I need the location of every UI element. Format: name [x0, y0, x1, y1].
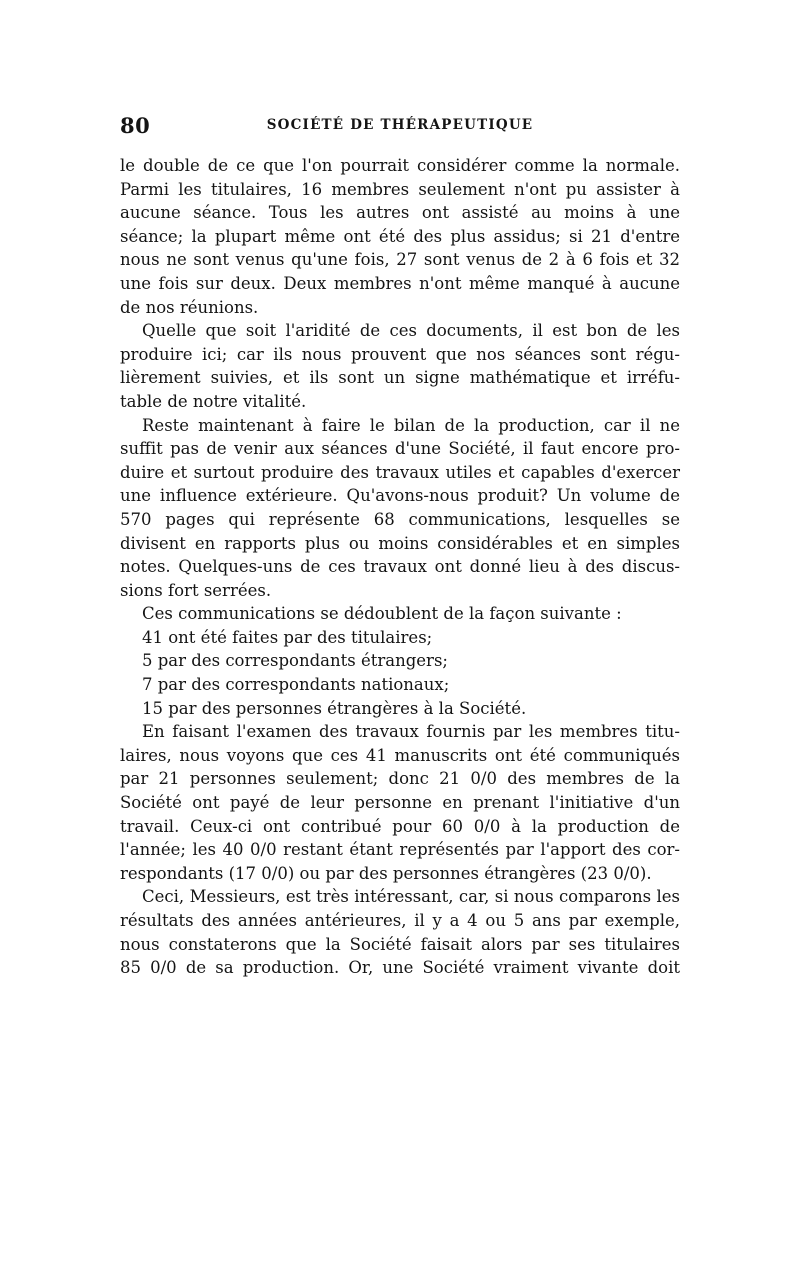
- text-line: Reste maintenant à faire le bilan de la production, car il ne: [142, 415, 680, 435]
- text-line: de nos réunions.: [120, 297, 259, 317]
- text-line: Société ont payé de leur personne en prenant l'initiative d'un: [120, 793, 680, 813]
- text-line: notes. Quelques-uns de ces travaux ont donné lieu à des discus-: [120, 557, 680, 577]
- text-line: 41 ont été faites par des titulaires;: [142, 627, 433, 647]
- page-number: 80: [120, 113, 151, 138]
- text-line: respondants (17 0/0) ou par des personnes étrangères (23 0/0).: [120, 863, 652, 883]
- text-line: Ceci, Messieurs, est très intéressant, car, si nous comparons les: [142, 887, 680, 907]
- text-line: sions fort serrées.: [120, 580, 272, 600]
- text-line: Quelle que soit l'aridité de ces documents, il est bon de les: [142, 321, 680, 341]
- text-line: 85 0/0 de sa production. Or, une Société vraiment vivante doit: [120, 958, 680, 978]
- text-line: suffit pas de venir aux séances d'une Société, il faut encore pro-: [120, 439, 680, 459]
- text-line: nous constaterons que la Société faisait alors par ses titulaires: [120, 934, 680, 954]
- text-line: 5 par des correspondants étrangers;: [142, 651, 448, 671]
- text-line: divisent en rapports plus ou moins considérables et en simples: [120, 533, 680, 553]
- text-line: produire ici; car ils nous prouvent que nos séances sont régu-: [120, 344, 680, 364]
- text-line: 15 par des personnes étrangères à la Société.: [142, 698, 527, 718]
- text-line: nous ne sont venus qu'une fois, 27 sont venus de 2 à 6 fois et 32: [120, 250, 680, 270]
- text-line: le double de ce que l'on pourrait considérer comme la normale.: [120, 156, 680, 175]
- text-line: résultats des années antérieures, il y a 4 ou 5 ans par exemple,: [120, 911, 680, 930]
- text-line: Ces communications se dédoublent de la façon suivante :: [142, 604, 622, 624]
- text-line: duire et surtout produire des travaux utiles et capables d'exercer: [120, 462, 680, 482]
- text-line: une influence extérieure. Qu'avons-nous produit? Un volume de: [120, 486, 680, 506]
- text-line: Parmi les titulaires, 16 membres seulement n'ont pu assister à: [120, 179, 680, 199]
- text-line: table de notre vitalité.: [120, 391, 307, 411]
- text-line: En faisant l'examen des travaux fournis par les membres titu-: [142, 722, 680, 742]
- text-line: l'année; les 40 0/0 restant étant représentés par l'apport des cor-: [120, 840, 680, 860]
- text-line: séance; la plupart même ont été des plus assidus; si 21 d'entre: [120, 226, 680, 246]
- running-title: SOCIÉTÉ DE THÉRAPEUTIQUE: [266, 117, 534, 133]
- text-line: une fois sur deux. Deux membres n'ont même manqué à aucune: [120, 273, 680, 293]
- text-line: 570 pages qui représente 68 communications, lesquelles se: [120, 509, 680, 529]
- text-line: 7 par des correspondants nationaux;: [142, 675, 450, 695]
- text-line: laires, nous voyons que ces 41 manuscrits ont été communiqués: [120, 745, 680, 765]
- body-text: [120, 154, 680, 980]
- text-line: lièrement suivies, et ils sont un signe mathématique et irréfu-: [120, 368, 680, 388]
- page-header: [120, 113, 680, 141]
- text-line: par 21 personnes seulement; donc 21 0/0 des membres de la: [120, 769, 680, 789]
- text-line: travail. Ceux-ci ont contribué pour 60 0/0 à la production de: [120, 816, 680, 836]
- text-line: aucune séance. Tous les autres ont assisté au moins à une: [120, 203, 680, 223]
